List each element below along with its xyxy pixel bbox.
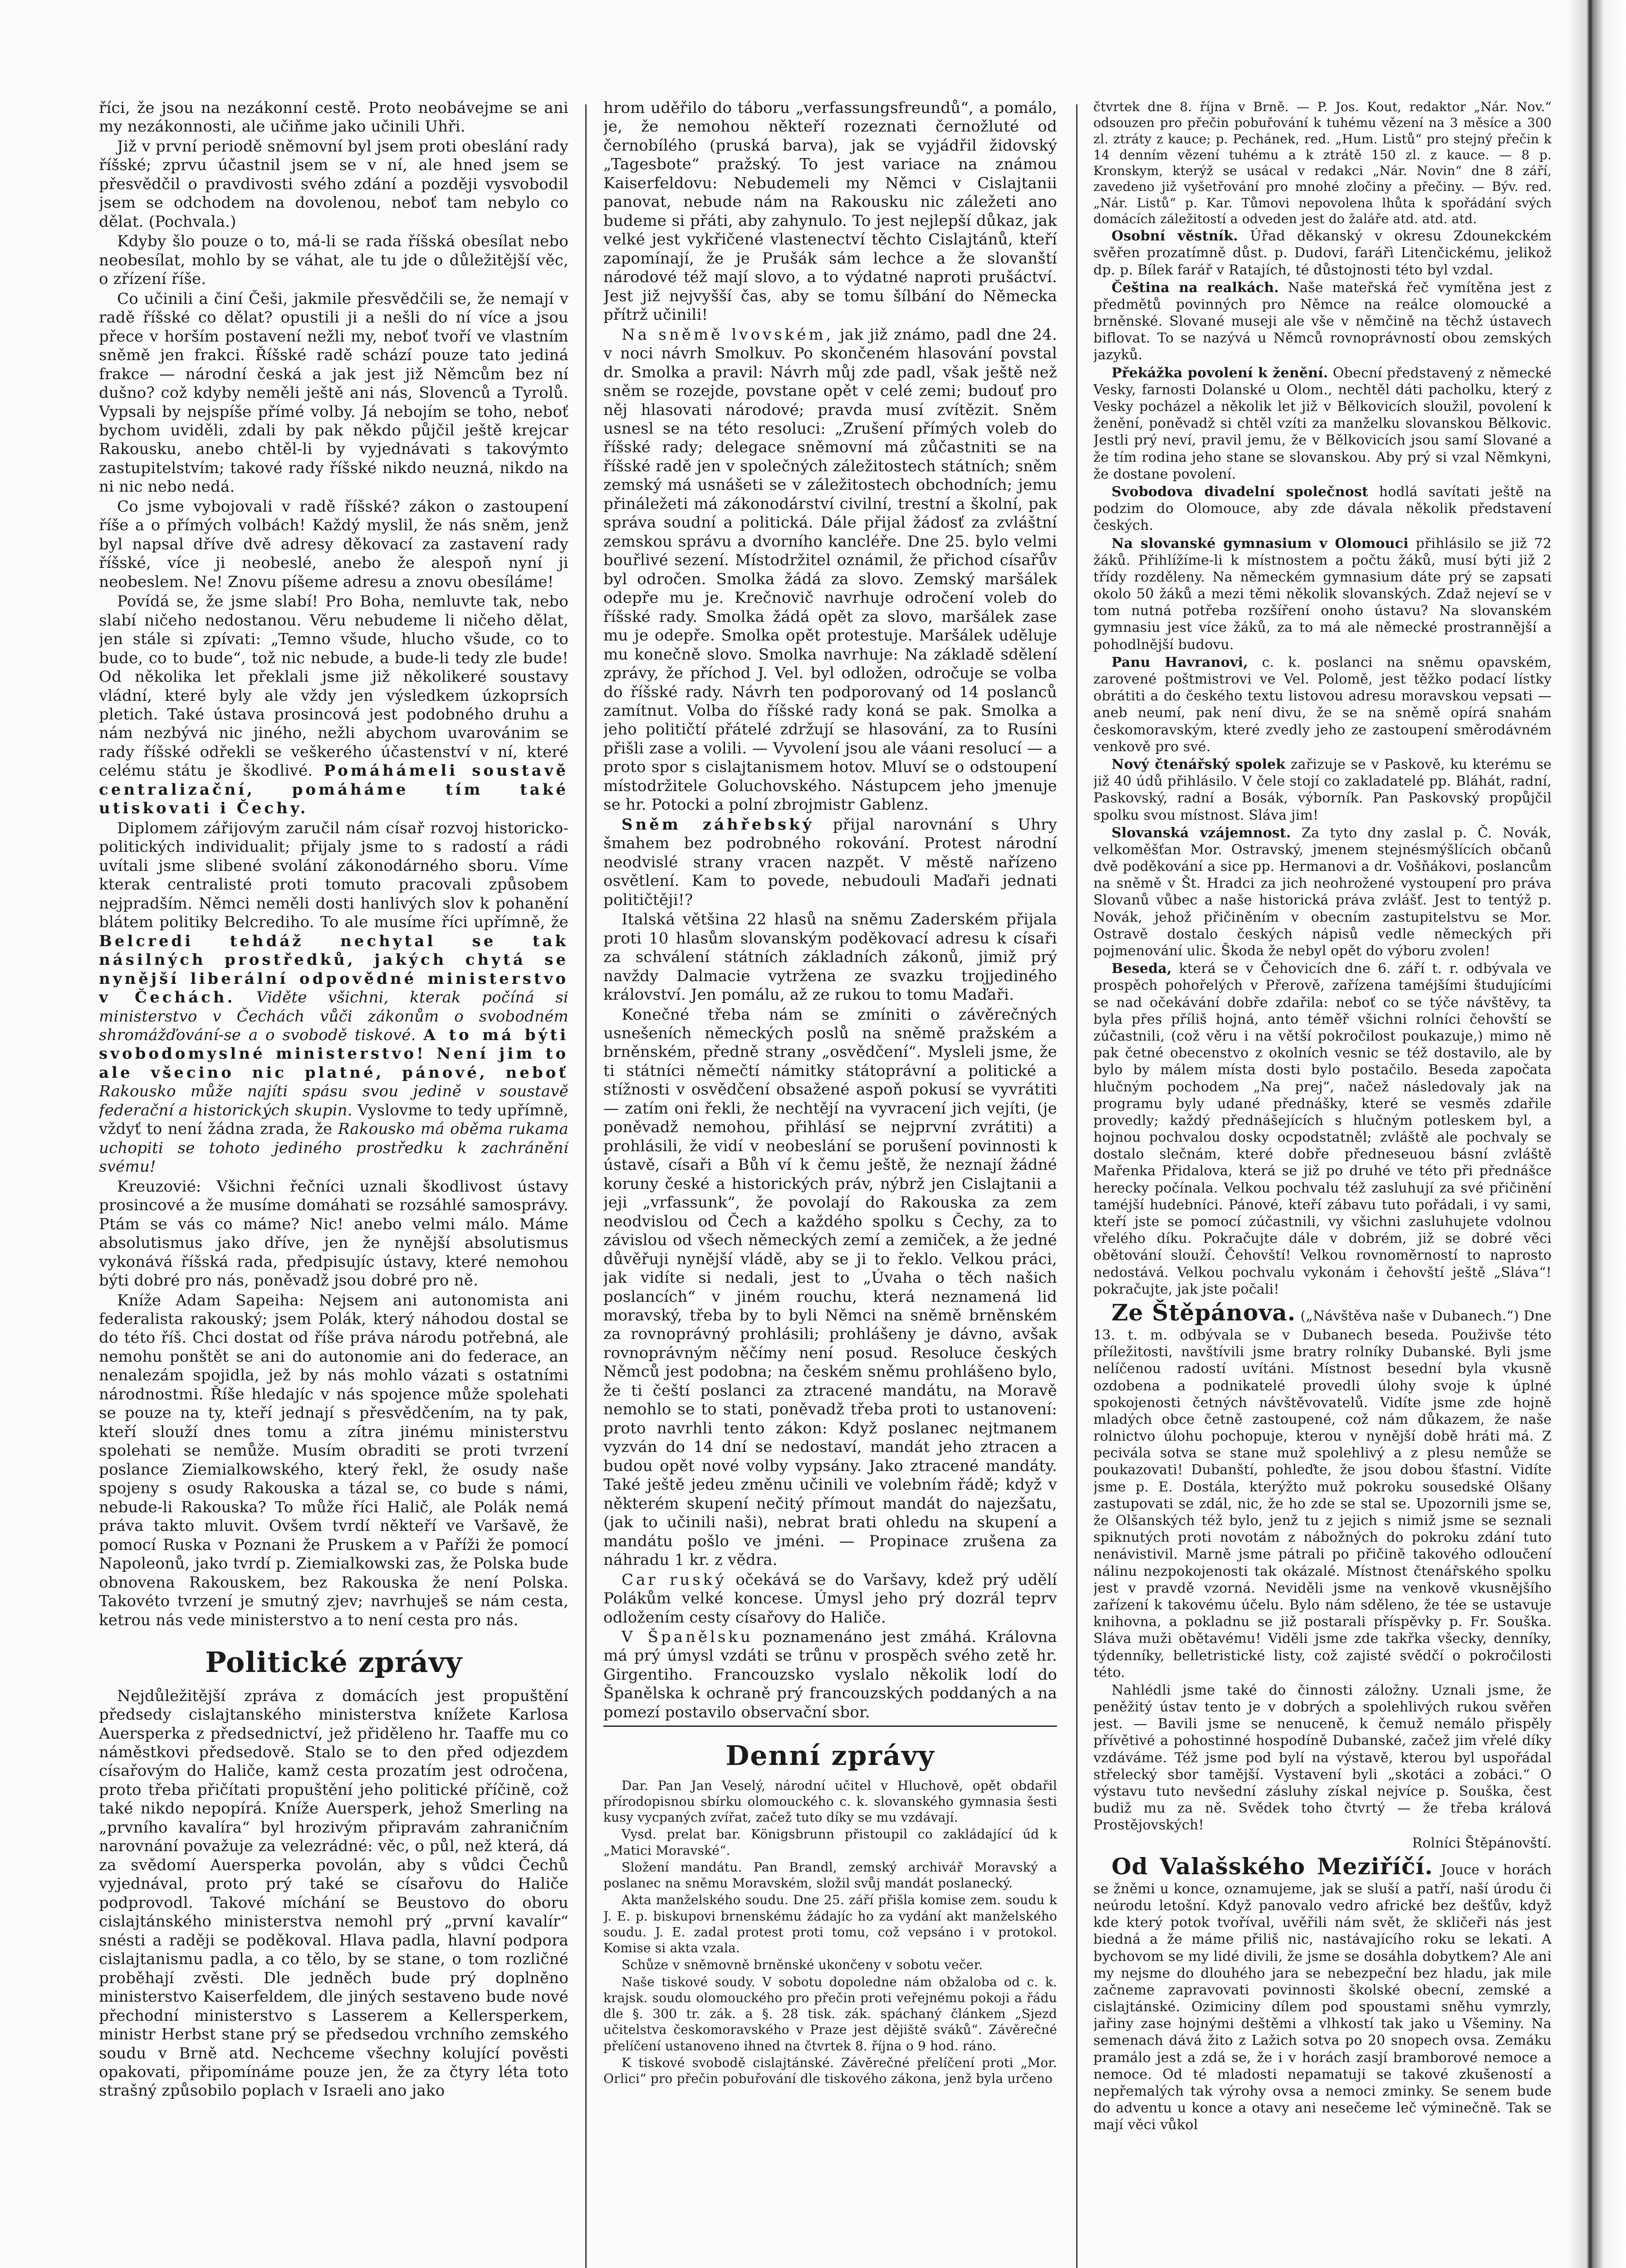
item-title: Osobní věstník. bbox=[1112, 228, 1238, 244]
news-item: Naše tiskové soudy. V sobotu dopoledne nám obžaloba od c. k. krajsk. soudu olomouckého pro přečin proti veřejnému pokoji a řádu dle §. 300 tr. zák. a §. 28 tisk. zák. spáchaný článkem „Sjezd učitelstva českomoravského v Praze jest dějiště sváků“. Závěrečné přelíčení ustanoveno ihned na čtvrtek 8. října o 9 hod. ráno. bbox=[603, 1974, 1057, 2053]
paragraph bbox=[603, 816, 1057, 909]
news-item: Schůze v sněmovně brněnské ukončeny v sobotu večer. bbox=[622, 1957, 983, 1973]
page-binding-edge bbox=[1568, 0, 1626, 2268]
item-title: Od Valašského Meziříčí. bbox=[1112, 1853, 1433, 1880]
column-divider bbox=[1076, 104, 1077, 2268]
item-title: Čeština na realkách. bbox=[1112, 279, 1279, 296]
news-list bbox=[603, 1778, 1057, 2087]
news-item bbox=[1093, 756, 1552, 824]
italic-text: Rakousko může najíti spásu svou jedině v soustavě federační a historických skupin. bbox=[99, 1082, 568, 1119]
item-title: Nový čtenářský spolek bbox=[1112, 756, 1286, 772]
text-run: Naše mateřská řeč vymítěna jest z předmětů povinných pro Němce na reálce olomoucké a brněnské. Slované museji ale vše v němčině na těchž ústavech biflovat. To se nazývá u Němců rovnoprávností obou zemských jazyků. bbox=[1093, 279, 1552, 363]
news-item bbox=[1093, 654, 1552, 755]
text-run: která se v Čehovicích dne 6. září t. r. odbývala ve prospěch pohořelých v Přerově, zařízena taméjšími študujícími se nad očekávání dobře zdařila: neboť co se týče návštěvy, ta byla přes příliš hojná, anto téměř všichni rolníci čehovští se zúčastnili, (což věru i na větší pokročilost poukazuje,) mimo ně pak četné obecenstvo z okolních vesnic se též dostavilo, ale by bylo by málem místa dosti bylo postačilo. Beseda započata hlučným pochodem „Na prej“, načež následovaly jak na programu byly udané přednášky, které se vesměs zdařile provedly; každý přednášejících s hlučným potleskem byl, a hojnou pochvalou dosky ocpodstatněl; zvláště ale pochvaly se dostalo slečnám, které dobře předneseuou básní zvláště Mařenka Přidalova, která se již po druhé ve této při přednášce herecky počínala. Velkou pochvalu též zasluhují za své přičinění taméjší hudebníci. Pánové, kteří zábavu tuto pořádali, i vy sami, kteří jste se pomocí zúčastnili, vy všichni zasluhujete vdolnou vřelého díku. Pokračujte dále v dobrém, již se dobré věci obětování slouží. Čehovští! Velkou rovnoměrností to naprosto nedostává. Velkou pochvalu vykonám i čehovští ještě „Sláva“! pokračujte, jak jste počali! bbox=[1093, 961, 1552, 1297]
news-item bbox=[1093, 1853, 1552, 2134]
column-left bbox=[99, 99, 568, 2268]
paragraph: Již v první periodě sněmovní byl jsem proti obeslání rady říšské; zprvu účastnil jsem se v ní, ale hned jsem se přesvědčil o pravdivosti svého zdání a později vysvobodil jsem se odchodem na dovolenou, neboť tam nebylo co dělat. (Pochvala.) bbox=[99, 137, 568, 231]
text-run: Diplomem zářijovým zaručil nám císař rozvoj historicko-politických individualit; přijaly jsme to s radostí a rádi uvítali jsme slibené svolání zákonodárného sboru. Víme kterak centralisté proti tomuto pracovali způsobem nejpradším. Němci neměli dosti hanlivých slov k pohanění blátem politiky Belcrediho. To ale musíme říci upřímně, že bbox=[99, 819, 568, 932]
paragraph: Co jsme vybojovali v radě říšské? zákon o zastoupení říše a o přímých volbách! Každý myslil, že nás sněm, jenž byl napsal dříve dvě adresy děkovací za zastavení rady říšské, více ji neobeslé, anebo že alespoň nyní ji neobeslem. Ne! Znovu píšeme adresu a znovu obesíláme! bbox=[99, 497, 568, 591]
news-item bbox=[1093, 279, 1552, 364]
item-title: Beseda, bbox=[1112, 961, 1172, 977]
paragraph bbox=[603, 326, 1057, 815]
news-item: Akta manželského soudu. Dne 25. září přišla komise zem. soudu k J. E. p. biskupovi brnenskému žádajíc ho za vydání akt manželského soudu. J. E. zadal protest proti tomu, což vepsáno i v protokol. Komise si akta vzala. bbox=[603, 1892, 1057, 1956]
italic-text: Viděte všichni, kterak počíná si ministerstvo v Čechách vůči zákonům o svobodném shromážďování-se a o svobodě tiskové. bbox=[99, 988, 568, 1044]
text-run: Vyslovme to tedy upřímně, vždyť to není žádna zrada, že bbox=[99, 1101, 568, 1139]
text-run: poznamenáno jest zmáhá. Královna má prý úmysl vzdáti se trůnu v prospěch svého zetě hr. Girgentiho. Francouzsko vyslalo několik lodí do Španělska k ochraně prý francouzských poddaných a na pomezí postavilo observační sbor. bbox=[603, 1628, 1057, 1721]
news-item: Dar. Pan Jan Veselý, národní učitel v Hluchově, opět obdařil přírodopisnou sbírku olomouckého c. k. slovanského gymnasia šesti kusy vycpaných zvířat, začež tuto díky se mu vzdávají. bbox=[603, 1778, 1057, 1825]
text-run: zařizuje se v Paskově, ku kterému se již 40 údů přihlásilo. V čele stojí co zakladatelé pp. Bláhát, radní, Paskovský, radní a Bosák, výborník. Pan Paskovský propůjčil spolku svou místnost. Sláva jim! bbox=[1093, 756, 1552, 823]
news-item bbox=[1093, 228, 1552, 279]
lead-in: Sněm záhřebský bbox=[622, 815, 814, 834]
text-run: Jouce v horách se žněmi u konce, oznamujeme, jak se sluší a patří, naší úrodu či neúrodu letošní. Když panovalo vedro africké bez dešťův, když kde který potok tvoříval, uvěřili nám svět, že skličeři nás jest biedná a že máme přiliš nic, nastávajícího roku se lekati. A bychovom se my lidé divili, že jsme se dosáhla dobytkem? Ale ani my nejsme do dlouhého jara se nebezpeční bez hladu, jak mile začneme zapravovati povinnosti školské obecní, zemské a cislajtánské. Ozimiciny dílem pod spoustami sněhu vymrzly, jařiny zase hojnými deštěmi a vlhkostí tak jako u Všeminy. Na semenach dává žito z Lažich sotva po 20 snopech ovsa. Zemáku pramálo jest a zdá se, že i v horách zasjí bramborové nemoce a nemoce. Od té mladosti nepamatuji se takové zkušeností a nepřemalých tak výrohy ovsa a nemoci zminky. Se senem bude do adventu u konce a otavy ani nesečeme leč výminečně. Tak se mají věci vůkol bbox=[1093, 1862, 1552, 2133]
section-rule bbox=[603, 1725, 1057, 1727]
paragraph: Nejdůležitější zpráva z domácích jest propuštění předsedy cislajtanského ministerstva knížete Karlosa Auersperka z předsednictví, jež přiděleno hr. Taaffe mu co náměstkovi předsedově. Stalo se to den před odjezdem císařovým do Haliče, kamž cesta prozatím jest odročena, proto třeba přičítati propuštění jeho politické příčině, což také nikdo nepopírá. Kníže Auersperk, jehož Smerling na „prvního kavalíra“ byl hrozivým připravám zahraničním narovnání považuje za velezrádné: věc, o půl, než která, dá za svědomí Auersperka povolán, aby s vůdci Čechů vyjednával, proto prý také se císařovu do Haliče podprovodl. Takové míchání se Beustovo do oboru cislajtánského ministerstva nemohl prý „první kavalír“ snésti a raději se poděkoval. Hlava padla, hlavní podpora cislajtanismu padla, a co tělo, by se stane, o tom rozličné proběhají zvěsti. Dle jedněch bude prý doplněno ministerstvo Kaiserfeldem, dle jiných sestaveno bude nové přechodní ministerstvo s Lasserem a Kellersperkem, ministr Herbst stane prý se předsedou vrchního zemského soudu v Brně atd. Nechceme všechny kolující pověsti opakovati, připomínáme pouze jen, že za čtyry léta toto strašný způsobilo poplach v Israeli ano jako bbox=[99, 1686, 568, 2100]
lead-in: V Španělsku bbox=[622, 1628, 753, 1646]
text-run: přihlásilo se již 72 žáků. Přihlížíme-li k místnostem a počtu žáků, musí býti již 2 třídy rozděleny. Na německém gymnasium dáte prý se zapsati okolo 50 žáků a mezi těmi několik slovanských. Zdaž nejeví se v tom nutná potřeba rozšíření onoho ústavu? Na slovanském gymnasiu jest více žáků, za to má ale německé prostrannější a pohodlnější budovu. bbox=[1093, 535, 1552, 653]
text-run: přijal narovnání s Uhry šmahem bez podrobného rokování. Protest národní neodvislé strany vracen nazpět. V městě nařízeno osvětlení. Kam to povede, nebudouli Maďaři jednati političtěji!? bbox=[603, 815, 1057, 909]
news-item bbox=[1093, 825, 1552, 960]
lead-in: Car ruský bbox=[622, 1570, 727, 1589]
text-run: hodlá savítati ještě na podzim do Olomouce, aby zde dávala několik představení českých. bbox=[1093, 484, 1552, 534]
text-run: Dne 13. t. m. odbývala se v Dubanech beseda. Použivše této příležitosti, navštívili jsme bratry rolníky Dubanské. Byli jsme nelíčenou radostí uvítáni. Místnost besední byla vkusně ozdobena a podnikatelé provedli úlohy svoje k úplné spokojenosti četných návštěvovatelů. Vidíte jsme zde hojně mladých obce četně zastoupené, což nám důkazem, že naše rolnictvo úlohu pochopuje, kterou v nynější době hráti má. Z pecivála sotva se stane muž spolehlivý a z plesu nemůže se poukazovati! Dubanští, pohleďte, že jsou dobou šťastní. Vidíte jsme p. E. Dostála, kterýžto muž pokroku sousedské Olšany zastupovati se zdál, nic, že ho zde se stal se. Upozornili jsme se, že Olšanských též bylo, jenž tu z jejich s nimiž jsme se seznali spiknutých proti novotám z nábožných do pokroku zdání tuto nenávistivil. Marně jsme pátrali po přičině takového odloučení nálinu nezpokojenosti tak okázalé. Místnost čtenářského spolku jest v pravdě vzorná. Neviděli jsme na venkově vkusnějšího zařízení k takovému účelu. Bylo nám sděleno, že tée se ustavuje knihovna, a pokladnu se již postarali příspěvky p. Fr. Souška. Sláva muži obětavému! Viděli jsme zde takřka všecky, denníky, týdenníky, belletristické listy, což zajisté svědčí o pokročilosti této. bbox=[1093, 1308, 1552, 1681]
paragraph: Co učinili a činí Češi, jakmile přesvědčili se, že nemají v radě říšské co dělat? opustili ji a nešli do ní více a jsou přece v horším postavení nežli my, neboť tvoří ve vlastním sněmě jen frakci. Říšské radě schází pouze tato jediná frakce — národní česká a jak jest již Němcům bez ní dušno? což kdyby neměli ještě ani nás, Slovenců a Tyrolů. Vypsali by nejspíše přímé volby. Já nebojím se toho, neboť bychom uviděli, zdali by pak někdo půjčil ještě krejcar Rakousku, anebo chtěl-li by vyjednávati s takovýmto zastupitelstvím; takové rady říšské nikdo neuzná, nikdo na ni nic nebo nedá. bbox=[99, 289, 568, 496]
paragraph bbox=[99, 819, 568, 1177]
section-heading-denni-zpravy: Denní zprávy bbox=[725, 1740, 935, 1772]
emphasis-text: Pomáhámeli soustavě centralizační, pomáháme tím také utiskovati i Čechy. bbox=[99, 762, 568, 818]
signature: Rolníci Štěpánovští. bbox=[1412, 1835, 1552, 1851]
paragraph: Kdyby šlo pouze o to, má-li se rada říšská obesílat nebo neobesílat, mohlo by se váhat, ale tu jde o důležitější věc, o zřízení říše. bbox=[99, 232, 568, 288]
text-run: („Návštěva naše v Dubanech.“) bbox=[1300, 1308, 1519, 1324]
paragraph: Italská většina 22 hlasů na sněmu Zaderském přijala proti 10 hlasům slovanským poděkovací adresu k císaři za schválení státních základních zákonů, jimiž prý navždy Dalmacie vytržena ze svazku trojjediného království. Jen pomálu, až ze rukou to tomu Maďaři. bbox=[603, 910, 1057, 1004]
emphasis-text: Belcredi tehdáž nechytal se tak násilných prostředků, jakých chytá se nynější liberální odpovědné ministerstvo v Čechách. bbox=[99, 932, 568, 1007]
paragraph bbox=[603, 1571, 1057, 1627]
paragraph: Kreuzovié: Všichni řečníci uznali škodlivost ústavy prosincové a že musíme domáhati se rozsáhlé samosprávy. Ptám se vás co máme? Nic! anebo velmi málo. Máme absolutismus jako dříve, jen že nynější absolutismus vykonává říšská rada, předpisujíc ústavy, které nemohou býti dobré pro nás, poněvadž jsou dobré pro ně. bbox=[99, 1177, 568, 1290]
text-run: očekává se do Varšavy, kdež prý udělí Polákům velké koncese. Úmysl jeho prý dozrál teprv odložením cesty císařovy do Haliče. bbox=[603, 1570, 1057, 1627]
lead-in: Na sněmě lvovském, bbox=[622, 325, 834, 344]
paragraph: Kníže Adam Sapeiha: Nejsem ani autonomista ani federalista rakouský; jsem Polák, který náhodou dostal se do této říš. Chci dostat od říše práva národu potřebná, ale nemohu ponštět se ani do autonomie ani do federace, an nenalezám spojidla, jež by nás mohlo vázati s ostatními národnostmi. Říše hledajíc v nás spojence může spolehati se pouze na ty, kteří jednají s přesvědčením, na ty pak, kteří slouží dnes tomu a zítra jinému ministerstvu spolehati se nemůže. Musím obraditi se proti tvrzení poslance Ziemialkowského, který řekl, že osudy naše spojeny s osudy Rakouska a tázal se, co bude s námi, nebude-li Rakouska? To může říci Halič, ale Polák nemá práva takto mluvit. Ovšem tvrdí někteří ve Varšavě, že pomocí Ruska v Poznani že Pruskem a v Paříži že pomocí Napoleonů, jako tvrdí p. Ziemialkowski zas, že Polska bude obnovena Rakouskem, bez Rakouska že není Polska. Takovéto tvrzení je smutný zjev; navrhuješ se nám cesta, ketrou nás vede ministerstvo a to není cesta pro nás. bbox=[99, 1291, 568, 1629]
item-title: Panu Havranovi, bbox=[1112, 654, 1248, 670]
column-right bbox=[1093, 99, 1552, 2268]
news-item bbox=[1093, 484, 1552, 534]
emphasis-text: A to má býti svobodomyslné ministerstvo! Není jim to ale všecino nic platné, pánové, neboť bbox=[99, 1026, 568, 1082]
news-item: Vysd. prelat bar. Königsbrunn přistoupil co zakládající úd k „Matici Moravské“. bbox=[603, 1827, 1057, 1858]
paragraph bbox=[99, 592, 568, 818]
paragraph: hrom uděřilo do táboru „verfassungsfreundů“, a pomálo, je, že nemohou někteří rozeznati černožluté od černobílého (pruská barva), jak se vyjádřil židovský „Tagesbote“ pražský. To jest variace na známou Kaiserfeldovu: Nebudemeli my Němci v Cislajtanii panovat, nebude nám na Rakousku nic záležeti ano budeme si přáti, aby zahynulo. To jest nejlepší důkaz, jak velké jest vykřičené vlastenectví těchto Cislajtánů, kteří zapomínají, že je Prušák sám lechce a že slovanští národové též mají slovo, a to výdatné naproti prušáctví. Jest již nejvyšší čas, aby se tomu šílbání do Německa přítrž učinili! bbox=[603, 99, 1057, 324]
news-item bbox=[1093, 1299, 1552, 1681]
paragraph: Nahlédli jsme také do činnosti záložny. Uznali jsme, že peněžitý ústav tento je v dobrých a spolehlivých rukou svěřen jest. — Bavili jsme se nenuceně, k čemuž nemálo přispěly přívětivé a pohostinné hospodíně Dubanské, začež jim vřelé díky vzdáváme. Též jsme pod bylí na výstavě, kterou byl uspořádal střelecký sbor tamější. Vystavení byli „skotáci a zobáci.“ O výstavu tuto nevšední zásluhy získal nejvíce p. Souška, čest budiž mu za ně. Svědek toho čtvrtý — že třeba králová Prostějovských! bbox=[1093, 1682, 1552, 1833]
italic-text: Rakousko má oběma rukama uchopiti se tohoto jediného prostředku k zachránění svému! bbox=[99, 1120, 568, 1176]
text-run: c. k. poslanci na sněmu opavském, zarovené poštmistrovi ve Vel. Polomě, jest těžko podací lístky obrátiti a do českého textu listovou adresu moravskou vepsati — aneb neumí, pak není divu, že se na sněmě opírá snahám českomoravským, které zvedly jeho ze zastoupení směrodávném venkově pro své. bbox=[1093, 654, 1552, 755]
text-run: Povídá se, že jsme slabí! Pro Boha, nemluvte tak, nebo slabí ničeho nedostanou. Věru nebudeme li ničeho dělat, jen stále si zpívati: „Temno všude, hlucho všude, co to bude, co to bude“, tož nic nebude, a bude-li tedy zle bude! Od několika let překlali jsme již několikeré soustavy vládní, které byly ale vždy jen výsledkem úzkoprsích pletich. Také ústava prosincová jest podobného druhu a nám nezbývá nic jiného, nežli abychom uvarovánim se rady říšské odřekli se veškerého účastenství v ní, které celému státu je škodlivé. bbox=[99, 592, 568, 780]
news-item: Složení mandátu. Pan Brandl, zemský archivář Moravský a poslanec na sněmu Moravském, složil svůj mandát poslanecký. bbox=[603, 1859, 1057, 1891]
paragraph bbox=[603, 1628, 1057, 1722]
paragraph: čtvrtek dne 8. října v Brně. — P. Jos. Kout, redaktor „Nár. Nov.“ odsouzen pro přečin pobuřování k tuhému vězení na 3 měsíce a 300 zl. ztráty z kauce; p. Pechánek, red. „Hum. Listů“ pro stejný přečin k 14 denním vězení tuhému a k ztrátě 150 zl. z kauce. — 8 p. Kronskym, kterýž se usácal v redakci „Nár. Novin“ dne 8 září, zavedeno již vyšetřování pro mnohé zločiny a přečiny. — Býv. red. „Nár. Listů“ p. Kar. Tůmovi nepovolena lhůta k spořádání svých domácích záležitostí a odveden jest do žaláře atd. atd. atd. bbox=[1093, 99, 1552, 226]
text-run: Úřad děkanský v okresu Zdounekckém svěřen prozatímně důst. p. Dudovi, farářì Litenčickému, jelikož dp. p. Bílek farář v Ratajích, té důstojnosti této byl vzdal. bbox=[1093, 228, 1552, 278]
item-title: Svobodova divadelní společnost bbox=[1112, 484, 1368, 500]
paragraph: říci, že jsou na nezákonní cestě. Proto neobávejme se ani my nezákonnosti, ale učiňme jako učinili Uhři. bbox=[99, 99, 568, 136]
paragraph: Konečné třeba nám se zmíniti o závěrečných usnešeních německých poslů na sněmě pražském a brněnském, předně strany „osvědčení“. Mysleli jsme, že ti státníci němečtí námitky státoprávní a politické a stížnosti v osvědčení obsažené aspoň pokusí se vyvrátiti — zatím oni řekli, že nechtějí na vyvracení jich vejíti, (je poněvadž nemohou, přihlásí se nejprvní zvrátiti) a prohlásili, že vidí v neobeslání se porušení povinnosti k ústavě, císaři a Bůh ví k čemu ještě, že neznají žádné koruny české a historických práv, nýbrž jen Cislajtanii a jeji „vrfassunk“, že povolají do Rakouska za zem neodvislou od Čech a každého spolku s Čechy, za to závislou od všech německých zemí a zemiček, a že jedné důvěřuji nynější vládě, aby se ji to řeklo. Velkou práci, jak vidíte si nedali, jest to „Úvaha o těch našich poslancích“ v jiném rouchu, která neznamená lid moravský, třeba by to byli Němci na sněmě brněnském za rovnoprávný prohlásili; prohlášeny je dávno, avšak rovnoprávným něčímy není posud. Resoluce českých Němců jest podobna; na českém sněmu prohlášeno bylo, že ti čeští poslanci za ztracené mandátu, na Moravě nemohlo se to stati, poněvadž třeba proti to ustanovení: proto navrhli tento zákon: Když poslanec nejtmanem vyzván do 14 dní se nedostaví, mandát jeho ztracen a budou opět nové volby vypsány. Jako ztracené mandáty. Také ještě jedeu změnu učinili ve volebním řádě; když v některém skupení nečitý přímout mandát do najezšatu, (jak to učinili naši), nebrat brati ohledu na skupení a mandátu pošlo ve jméni. — Propinace zrušena za náhradu 1 kr. z vědra. bbox=[603, 1005, 1057, 1569]
news-item: K tiskové svobodě cislajtánské. Závěrečné přelíčení proti „Mor. Orlici“ pro přečin pobuřování dle tiskového zákona, jenž byla určeno bbox=[603, 2055, 1057, 2087]
news-item bbox=[1093, 960, 1552, 1298]
text-run: jak již známo, padl dne 24. v noci návrh Smolkuv. Po skončeném hlasování povstal dr. Smolka a pravil: Návrh můj zde padl, však ještě než sněm se rozejde, povstane opět v celé zemi; budouť pro něj hlasovati národové; pravda musí zvítězit. Sněm usnesl se na této resoluci: „Zrušení přímých voleb do říšské rady; delegace sněmovní má zůčastniti se na říšské radě jen v společných záležitostech státních; sněm zemský má usnášeti se v záležitostech obchodních; jemu přináležeti má zákonodárství civilní, trestní a školní, pak správa soudní a politická. Dále přijal žádosť za zvláštní zemskou správu a dvorního kancléře. Dne 25. bylo velmi bouřlivé sezení. Místodržitel oznámil, že přichod císařův byl odročen. Smolka žádá za slovo. Zemský maršálek odepře mu je. Krečnovič navrhuje odročení voleb do říšské rady. Smolka žádá opět za slovo, maršálek zase mu je odepře. Smolka opět protestuje. Maršálek uděluje mu konečně slovo. Smolka navrhuje: Na základě sdělení zprávy, že příchod J. Vel. byl odložen, odročuje se volba do říšské rady. Návrh ten podporovaný od 14 poslanců zamítnut. Volba do říšské rady koná se pak. Smolka a jeho političtí přátelé zdržují se hlasování, za to Rusíni přišli zase a volili. — Vyvolení jsou ale váani resolucí — a proto spor s cislajtanismem hotov. Mluví se o odstoupení místodržitele Goluchovského. Nástupcem jeho jmenuje se hr. Potocki a polní zbrojmistr Gablenz. bbox=[603, 325, 1057, 814]
item-title: Na slovanské gymnasium v Olomouci bbox=[1112, 535, 1409, 552]
section-heading-politicke-zpravy: Politické zprávy bbox=[205, 1645, 462, 1679]
item-title: Slovanská vzájemnost. bbox=[1112, 825, 1291, 841]
news-item bbox=[1093, 365, 1552, 483]
text-run: Obecní představený z německé Vesky, farnosti Dolanské u Olom., nechtěl dáti pacholku, který z Vesky pocházel a několik let již v Bělkovicích sloužil, povolení k ženění, poněvadž si chtěl vzíti za manželku slovanskou Bělkovic. Jestli prý neví, pravil jemu, že v Bělkovicích jsou samí Slované a že tím rodina jeho stane se slovanskou. Aby prý si vzal Němkyni, že dostane povolení. bbox=[1093, 365, 1552, 482]
column-divider bbox=[585, 104, 587, 2268]
text-run: Za tyto dny zaslal p. Č. Novák, velkoměšťan Mor. Ostravský, jmenem stejnésmýšlících občanů dvě poděkování a sice pp. Hermanovi a dr. Vošňákovi, poslancům na sněmě v Št. Hradci za jich neohrožené vystoupení pro práva Slovanů vůbec a naše historická práva zvlášť. Jest to tentýž p. Novák, jehož přičiněním v obecním zastupitelstvu se Mor. Ostravě dostalo českých nápisů vedle německých při pojmenování ulic. Škoda že nebyl opět do výboru zvolen! bbox=[1093, 825, 1552, 959]
item-title: Ze Štěpánova. bbox=[1112, 1299, 1296, 1326]
news-item bbox=[1093, 535, 1552, 653]
item-title: Překážka povolení k ženění. bbox=[1112, 365, 1328, 381]
column-middle bbox=[603, 99, 1057, 2268]
